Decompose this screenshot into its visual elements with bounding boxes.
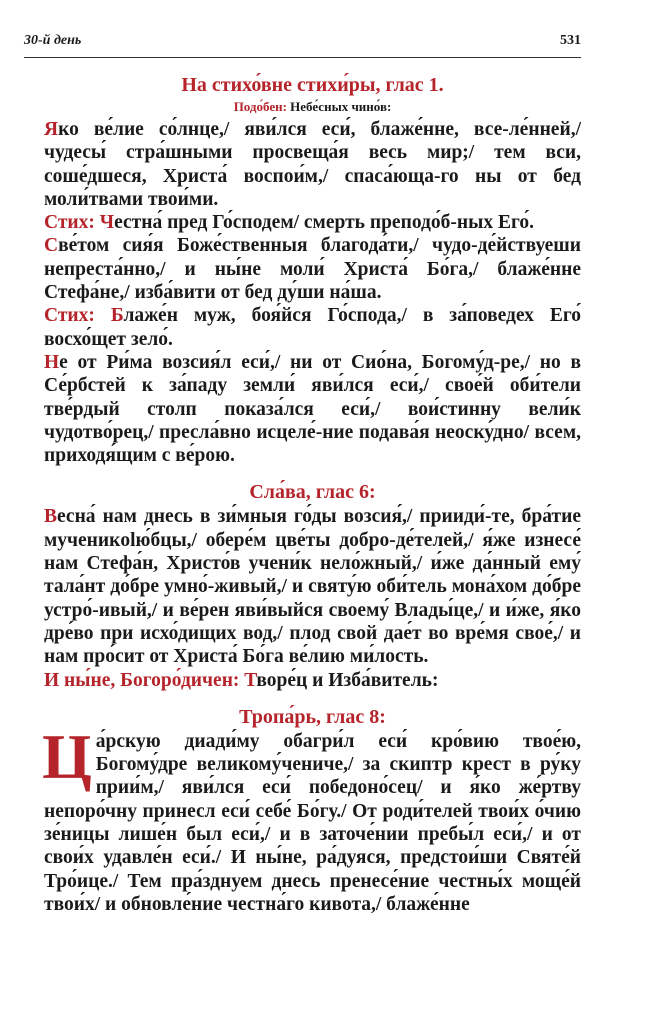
verse-initial: Я: [44, 119, 59, 140]
verse-text: ве́том сия́я Боже́ственныя благода́ти,/ чудо-де́йствуеши непреста́нно,/ и ны́не моли́ Христа́ Бо́га,/ блаже́нне Стефа́не,/ изба́вити от бед ду́ши на́ша.: [44, 235, 581, 304]
stichera-heading: На стихо́вне стихи́ры, глас 1.: [181, 74, 444, 96]
slava-verse: [44, 505, 581, 668]
spacer: [44, 467, 581, 479]
troparion: [42, 720, 581, 916]
verse-text: лаже́н муж, боя́йся Го́спода,/ в за́поведех Его́ восхо́щет зело́.: [44, 305, 581, 350]
verse-initial: Н: [44, 351, 60, 373]
podoben-line: [44, 98, 581, 116]
drop-cap: Ц: [42, 720, 92, 792]
running-header: [24, 33, 581, 53]
verse-initial: Т: [244, 669, 257, 691]
podoben-text: Небе́сных чино́в:: [290, 99, 392, 114]
stich-label: Стих:: [44, 305, 95, 327]
verse-2: [44, 234, 581, 304]
verse-1: [44, 118, 581, 211]
page-number: 531: [560, 33, 581, 48]
troparion-text: а́рскую диади́му обагри́л еси́ кро́вию твое́ю, Богому́дре великому́чениче,/ за скиптр крест в ру́ку прии́м,/ яви́лся еси́ победоно́сец/ и я́ко же́ртву непоро́чну принесл еси́ себе́ Бо́гу./ От роди́телей твои́х о́чию зе́ницы лише́н был еси́,/ и в заточе́нии пребы́л еси́,/ и от свои́х удавле́н еси́./ И ны́не, ра́дуяся, предстои́ши Святе́й Тро́ице./ Тем пра́зднуем днесь пренесе́ние честны́х моще́й твои́х/ и обновле́ние честна́го кивота,/ блаже́нне: [44, 730, 581, 915]
verse-initial: В: [44, 506, 58, 528]
troparion-heading: Тропа́рь, глас 8:: [239, 705, 386, 728]
podoben-label: Подо́бен:: [233, 99, 287, 114]
spacer: [44, 692, 581, 704]
verse-text: е от Ри́ма возсия́л еси́,/ ни от Сио́на, Богому́д-ре,/ но в Се́рбстей к за́паду земли́ яви́лся еси́,/ свое́й оби́тели тве́рдый столп показа́лся еси́,/ вои́стинну вели́к чудотво́рец,/ пресла́вно исцеле́-ние подава́я неоску́дно/ всем, приходя́щим с ве́рою.: [44, 351, 581, 467]
verse-text: ко ве́лие со́лнце,/ яви́лся еси́, блаже́нне, все-ле́нней,/ чудесы́ стра́шными просвеща́я весь мир;/ тем вси, соше́дшеся, Христа́ воспои́м,/ спаса́юща-го ны от бед моли́твами твои́ми.: [44, 119, 581, 210]
header-rule: [24, 57, 581, 58]
bogorodichen-label: И ны́не, Богоро́дичен:: [44, 669, 240, 691]
verse-initial: Б: [110, 305, 124, 327]
stich-2: [44, 304, 581, 351]
day-label: 30-й день: [24, 33, 82, 48]
verse-initial: С: [44, 235, 59, 257]
bogorodichen-text: воре́ц и Изба́витель:: [256, 669, 439, 691]
slava-heading: Сла́ва, глас 6:: [249, 481, 376, 504]
verse-text: естна́ пред Го́сподем/ смерть преподо́б-ных Его́.: [114, 212, 534, 234]
stich-1: [44, 211, 581, 234]
page-body: [44, 72, 581, 916]
verse-text: есна́ нам днесь в зи́мныя го́ды возсия́,/ прииди́-те, бра́тие мученикolю́бцы,/ обере́м цве́ты добро-де́телей,/ я́же изнесе́ нам Стефа́н, Христо́в учени́к нело́жный,/ и́же да́нный ему́ тала́нт до́бре умно́-живый,/ и святу́ю оби́тель мона́хом до́бре устро́-ивый,/ и ве́рен яви́выйся своему́ Влады́це,/ и и́же, я́ко дре́во при исхо́дищих вод,/ плод свой дае́т во вре́мя свое́,/ и нам про́сит от Христа́ Бо́га ве́лию ми́лость.: [44, 506, 581, 668]
verse-3: [44, 351, 581, 467]
bogorodichen-line: [44, 669, 581, 692]
stich-label: Стих:: [44, 212, 95, 234]
verse-initial: Ч: [99, 212, 115, 234]
